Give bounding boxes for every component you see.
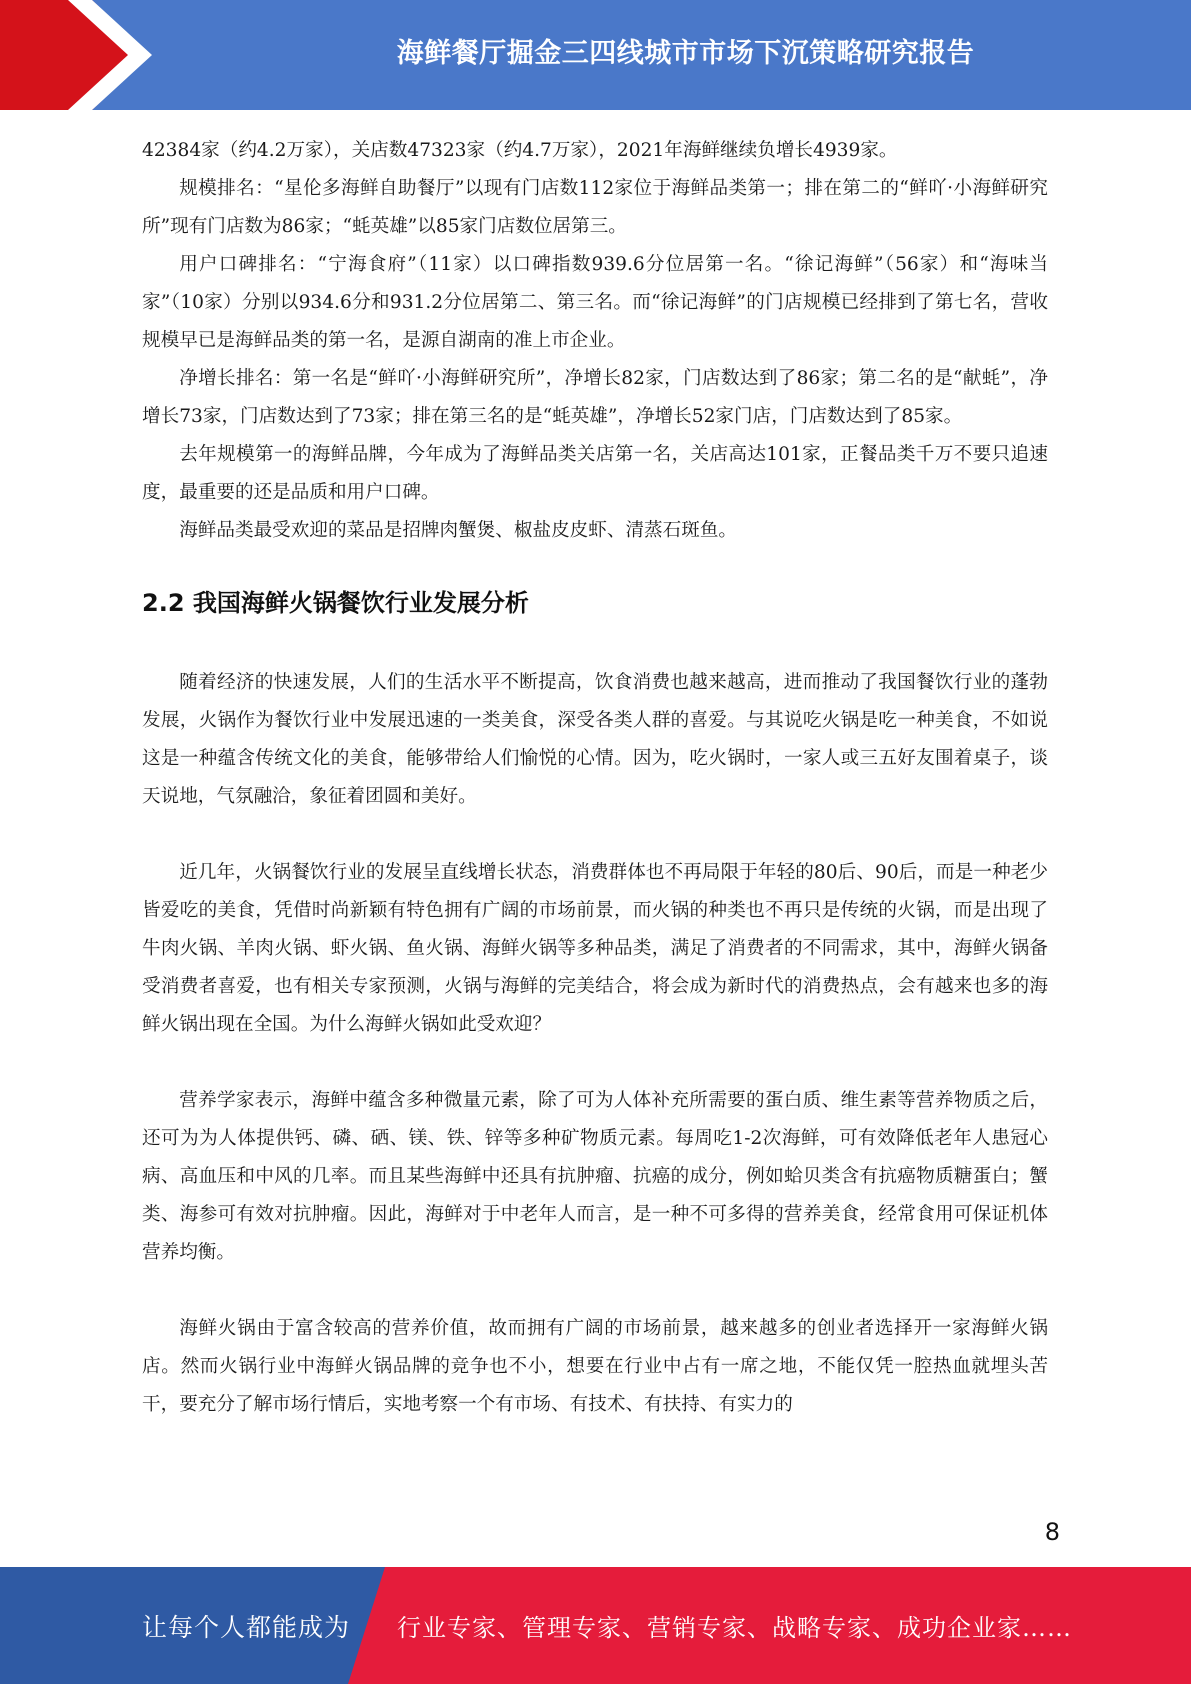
paragraph-gap [142, 1044, 1048, 1082]
paragraph-gap [142, 816, 1048, 854]
footer-slogan-left: 让每个人都能成为 [142, 1612, 351, 1642]
paragraph-hotpot-market: 海鲜火锅由于富含较高的营养价值，故而拥有广阔的市场前景，越来越多的创业者选择开一家海鲜火锅店。然而火锅行业中海鲜火锅品牌的竞争也不小，想要在行业中占有一席之地，不能仅凭一腔热血就埋头苦干，要充分了解市场行情后，实地考察一个有市场、有技术、有扶持、有实力的 [142, 1318, 1048, 1415]
page-number: 8 [1044, 1518, 1060, 1546]
paragraph-hotpot-trend: 近几年，火锅餐饮行业的发展呈直线增长状态，消费群体也不再局限于年轻的80后、90后，而是一种老少皆爱吃的美食，凭借时尚新颖有特色拥有广阔的市场前景，而火锅的种类也不再只是传统的火锅，而是出现了牛肉火锅、羊肉火锅、虾火锅、鱼火锅、海鲜火锅等多种品类，满足了消费者的不同需求，其中，海鲜火锅备受消费者喜爱，也有相关专家预测，火锅与海鲜的完美结合，将会成为新时代的消费热点，会有越来也多的海鲜火锅出现在全国。为什么海鲜火锅如此受欢迎？ [142, 862, 1048, 1035]
section-heading: 2.2 我国海鲜火锅餐饮行业发展分析 [142, 589, 529, 617]
header-arrow-decoration [0, 0, 150, 110]
paragraph-gap [142, 1272, 1048, 1310]
paragraph-popular-dishes: 海鲜品类最受欢迎的菜品是招牌肉蟹煲、椒盐皮皮虾、清蒸石斑鱼。 [179, 520, 738, 541]
paragraph-closures: 去年规模第一的海鲜品牌，今年成为了海鲜品类关店第一名，关店高达101家，正餐品类千万不要只追速度，最重要的还是品质和用户口碑。 [142, 444, 1048, 503]
paragraph-hotpot-intro: 随着经济的快速发展，人们的生活水平不断提高，饮食消费也越来越高，进而推动了我国餐饮行业的蓬勃发展，火锅作为餐饮行业中发展迅速的一类美食，深受各类人群的喜爱。与其说吃火锅是吃一种美食，不如说这是一种蕴含传统文化的美食，能够带给人们愉悦的心情。因为，吃火锅时，一家人或三五好友围着桌子，谈天说地，气氛融洽，象征着团圆和美好。 [142, 672, 1048, 807]
paragraph-growth-ranking: 净增长排名：第一名是“鲜吖·小海鲜研究所”，净增长82家，门店数达到了86家；第二名的是“献蚝”，净增长73家，门店数达到了73家；排在第三名的是“蚝英雄”，净增长52家门店，门店数达到了85家。 [142, 368, 1048, 427]
paragraph-continuation: 42384家（约4.2万家），关店数47323家（约4.7万家），2021年海鲜继续负增长4939家。 [142, 140, 898, 161]
page-header [0, 0, 1191, 110]
report-title: 海鲜餐厅掘金三四线城市市场下沉策略研究报告 [396, 37, 975, 69]
page-body [142, 132, 1048, 1424]
footer-slogan-right: 行业专家、管理专家、营销专家、战略专家、成功企业家…… [397, 1614, 1072, 1642]
paragraph-reputation-ranking: 用户口碑排名：“宁海食府”（11家）以口碑指数939.6分位居第一名。“徐记海鲜”（56家）和“海味当家”（10家）分别以934.6分和931.2分位居第二、第三名。而“徐记海鲜”的门店规模已经排到了第七名，营收规模早已是海鲜品类的第一名，是源自湖南的准上市企业。 [142, 254, 1048, 351]
page-footer [0, 1567, 1191, 1684]
paragraph-scale-ranking: 规模排名：“星伦多海鲜自助餐厅”以现有门店数112家位于海鲜品类第一；排在第二的“鲜吖·小海鲜研究所”现有门店数为86家；“蚝英雄”以85家门店数位居第三。 [142, 178, 1048, 237]
paragraph-hotpot-nutrition: 营养学家表示，海鲜中蕴含多种微量元素，除了可为人体补充所需要的蛋白质、维生素等营养物质之后，还可为为人体提供钙、磷、硒、镁、铁、锌等多种矿物质元素。每周吃1-2次海鲜，可有效降低老年人患冠心病、高血压和中风的几率。而且某些海鲜中还具有抗肿瘤、抗癌的成分，例如蛤贝类含有抗癌物质糖蛋白；蟹类、海参可有效对抗肿瘤。因此，海鲜对于中老年人而言，是一种不可多得的营养美食，经常食用可保证机体营养均衡。 [142, 1090, 1048, 1263]
